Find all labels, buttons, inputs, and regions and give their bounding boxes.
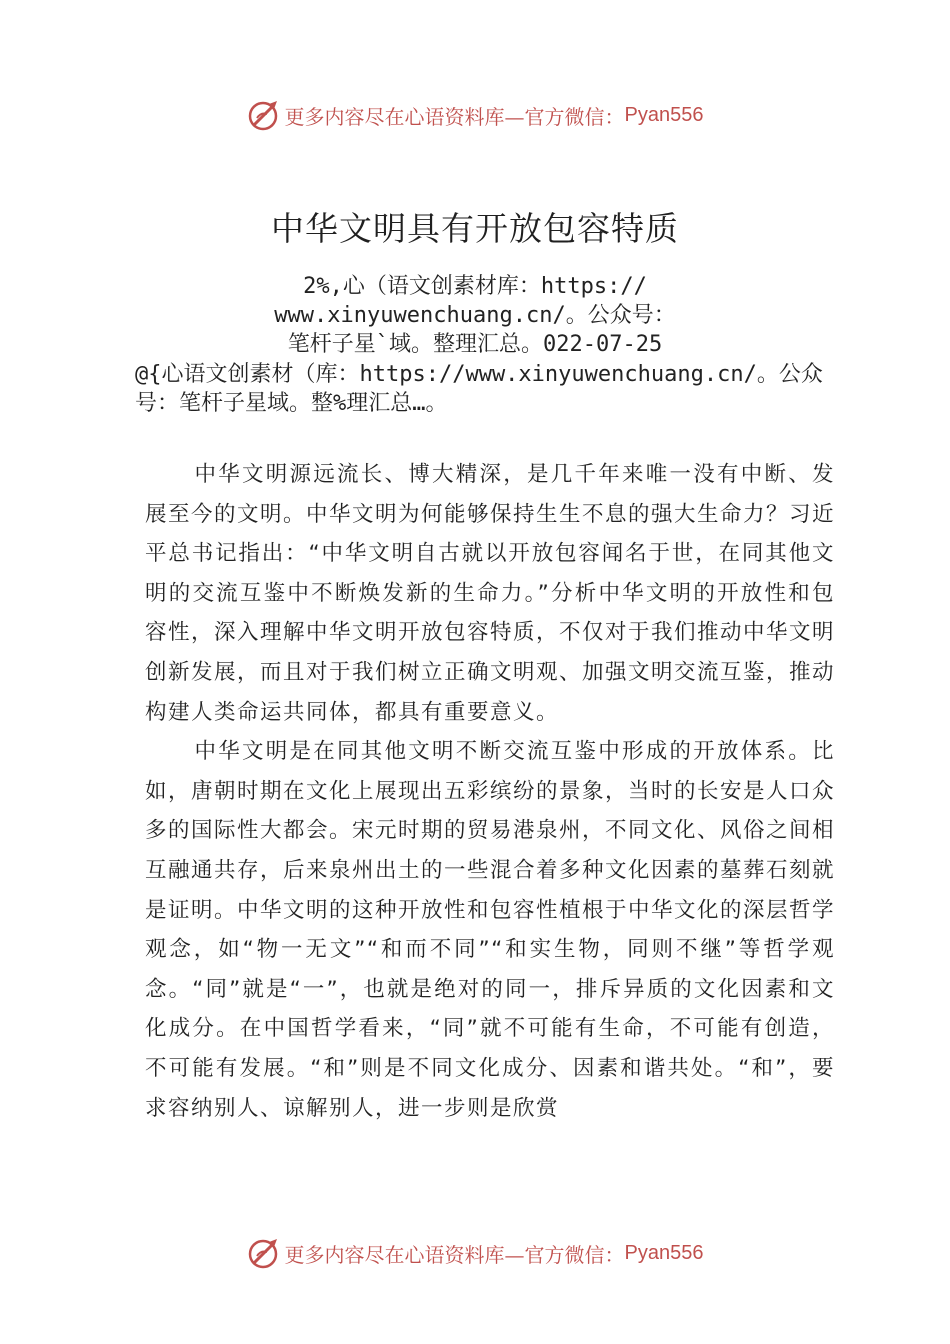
- banner-wechat-id: Pyan556: [624, 103, 704, 126]
- banner-text: 更多内容尽在心语资料库—官方微信：: [284, 104, 625, 129]
- meta-line: 笔杆子星`域。整理汇总。022-07-25: [287, 332, 663, 357]
- banner-wechat-id: Pyan556: [624, 1241, 704, 1264]
- brush-logo-icon: [247, 1236, 281, 1270]
- banner-text: 更多内容尽在心语资料库—官方微信：: [284, 1242, 625, 1267]
- brush-logo-icon: [247, 98, 281, 132]
- document-title: 中华文明具有开放包容特质: [271, 209, 679, 248]
- article-body: [145, 455, 835, 1128]
- source-meta: [0, 272, 950, 359]
- header-banner: [0, 95, 950, 135]
- paragraph: 中华文明源远流长、博大精深，是几千年来唯一没有中断、发展至今的文明。中华文明为何能够保持生生不息的强大生命力？习近平总书记指出：“中华文明自古就以开放包容闻名于世，在同其他文明的交流互鉴中不断焕发新的生命力。”分析中华文明的开放性和包容性，深入理解中华文明开放包容特质，不仅对于我们推动中华文明创新发展，而且对于我们树立正确文明观、加强文明交流互鉴，推动构建人类命运共同体，都具有重要意义。: [145, 462, 836, 725]
- footer-banner: [0, 1233, 950, 1273]
- meta-line: www.xinyuwenchuang.cn/。公众号：: [274, 303, 676, 328]
- paragraph: 中华文明是在同其他文明不断交流互鉴中形成的开放体系。比如，唐朝时期在文化上展现出五彩缤纷的景象，当时的长安是人口众多的国际性大都会。宋元时期的贸易港泉州，不同文化、风俗之间相互融通共存，后来泉州出土的一些混合着多种文化因素的墓葬石刻就是证明。中华文明的这种开放性和包容性植根于中华文化的深层哲学观念，如“物一无文”“和而不同”“和实生物，同则不继”等哲学观念。“同”就是“一”，也就是绝对的同一，排斥异质的文化因素和文化成分。在中国哲学看来，“同”就不可能有生命，不可能有创造，不可能有发展。“和”则是不同文化成分、因素和谐共处。“和”，要求容纳别人、谅解别人，进一步则是欣赏: [145, 739, 836, 1121]
- meta-line: 2%,心（语文创素材库：https://: [303, 274, 647, 299]
- source-meta-block: @{心语文创素材（库：https://www.xinyuwenchuang.cn/。公众号：笔杆子星域。整%理汇总…。: [135, 362, 823, 416]
